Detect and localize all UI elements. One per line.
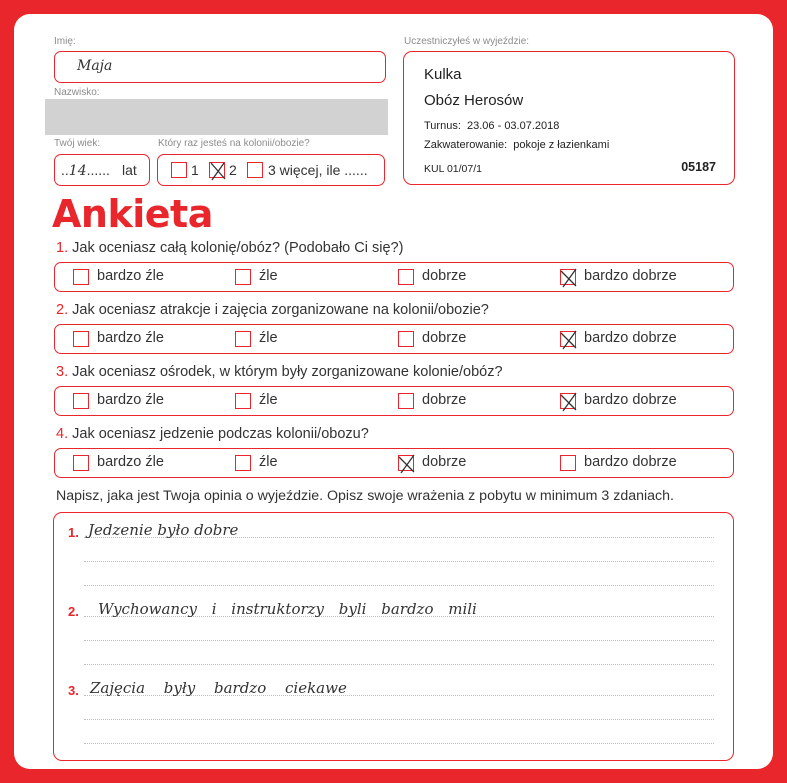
q3-checkbox-2[interactable] [235,393,251,409]
question-label: Jak oceniasz ośrodek, w którym były zorganizowane kolonie/obóz? [72,364,503,380]
q2-option-label: dobrze [422,330,467,346]
question-1-answer-row [54,262,734,292]
answer-line [84,664,714,665]
q3-option-label: bardzo dobrze [584,392,677,408]
trip-number: 05187 [681,160,716,174]
q1-option-label: źle [259,268,278,284]
q2-option-label: bardzo dobrze [584,330,677,346]
question-label: Jak oceniasz jedzenie podczas kolonii/obozu? [72,426,369,442]
q4-checkbox-2[interactable] [235,455,251,471]
surname-label: Nazwisko: [54,87,100,98]
times-option-3: 3 więcej, ile ...... [268,162,368,178]
q3-option-label: źle [259,392,278,408]
question-number: 1. [56,240,69,256]
q4-checkbox-4[interactable] [560,455,576,471]
trip-turnus [424,120,559,132]
opinion-item-number: 3. [68,683,79,698]
times-option-2: 2 [229,162,237,178]
q3-option-label: dobrze [422,392,467,408]
surname-redacted [45,99,388,135]
opinion-item-number: 1. [68,525,79,540]
times-checkbox-3[interactable] [247,162,263,178]
age-unit: lat [122,162,137,178]
opinion-item-text: Wychowancy i instruktorzy byli bardzo mili [98,600,477,618]
check-mark-icon [397,453,417,475]
question-3-text [56,364,503,380]
q2-checkbox-1[interactable] [73,331,89,347]
answer-line [84,585,714,586]
trip-label: Uczestniczyłeś w wyjeździe: [404,36,530,47]
name-value: Maja [77,58,113,74]
age-label: Twój wiek: [54,138,101,149]
trip-lodging [424,139,609,151]
check-mark-icon [559,391,579,413]
question-4-text [56,426,369,442]
q1-option-label: bardzo źle [97,268,164,284]
age-dots-before: .. [61,162,69,178]
question-2-answer-row [54,324,734,354]
check-mark-icon [559,267,579,289]
times-checkbox-1[interactable] [171,162,187,178]
opinion-item-number: 2. [68,604,79,619]
q1-checkbox-4[interactable] [560,269,576,285]
q4-option-label: bardzo źle [97,454,164,470]
q1-checkbox-2[interactable] [235,269,251,285]
q1-option-label: bardzo dobrze [584,268,677,284]
opinion-item-text: Jedzenie było dobre [88,521,239,539]
times-option-1: 1 [191,162,199,178]
check-mark-icon [559,329,579,351]
trip-line2: Obóz Herosów [424,92,524,109]
question-number: 3. [56,364,69,380]
age-value: 14 [68,163,87,179]
answer-line [84,561,714,562]
q3-checkbox-4[interactable] [560,393,576,409]
answer-line [84,719,714,720]
opinion-item-text: Zajęcia były bardzo ciekawe [90,679,347,697]
times-checkbox-2[interactable] [209,162,225,178]
check-mark-icon [208,160,228,182]
opinion-prompt: Napisz, jaka jest Twoja opinia o wyjeździe. Opisz swoje wrażenia z pobytu w minimum 3 zdaniach. [56,488,674,504]
trip-box [403,51,735,185]
question-2-text [56,302,489,318]
answer-line [84,743,714,744]
lodging-label: Zakwaterowanie: [424,139,508,151]
turnus-label: Turnus: [424,120,461,132]
question-4-answer-row [54,448,734,478]
lodging-value: pokoje z łazienkami [513,139,610,151]
question-1-text [56,240,403,256]
q1-checkbox-3[interactable] [398,269,414,285]
question-label: Jak oceniasz atrakcje i zajęcia zorganizowane na kolonii/obozie? [72,302,489,318]
trip-line1: Kulka [424,66,462,83]
opinion-box[interactable] [53,512,734,761]
times-label: Który raz jesteś na kolonii/obozie? [158,138,310,149]
question-number: 4. [56,426,69,442]
q2-option-label: źle [259,330,278,346]
question-3-answer-row [54,386,734,416]
name-label: Imię: [54,36,76,47]
q2-checkbox-3[interactable] [398,331,414,347]
q3-checkbox-3[interactable] [398,393,414,409]
q1-option-label: dobrze [422,268,467,284]
q4-checkbox-1[interactable] [73,455,89,471]
question-number: 2. [56,302,69,318]
times-field [157,154,385,186]
q3-option-label: bardzo źle [97,392,164,408]
name-field[interactable] [54,51,386,83]
question-label: Jak oceniasz całą kolonię/obóz? (Podobało Ci się?) [72,240,404,256]
q2-checkbox-2[interactable] [235,331,251,347]
trip-code: KUL 01/07/1 [424,163,482,175]
age-field[interactable] [54,154,150,186]
q2-checkbox-4[interactable] [560,331,576,347]
q2-option-label: bardzo źle [97,330,164,346]
age-entry [61,162,110,179]
q4-option-label: źle [259,454,278,470]
q4-checkbox-3[interactable] [398,455,414,471]
survey-title: Ankieta [52,192,213,236]
age-dots-after: ...... [86,162,110,178]
q4-option-label: bardzo dobrze [584,454,677,470]
answer-line [84,640,714,641]
q1-checkbox-1[interactable] [73,269,89,285]
q3-checkbox-1[interactable] [73,393,89,409]
q4-option-label: dobrze [422,454,467,470]
turnus-value: 23.06 - 03.07.2018 [467,120,560,132]
survey-sheet [14,14,773,769]
